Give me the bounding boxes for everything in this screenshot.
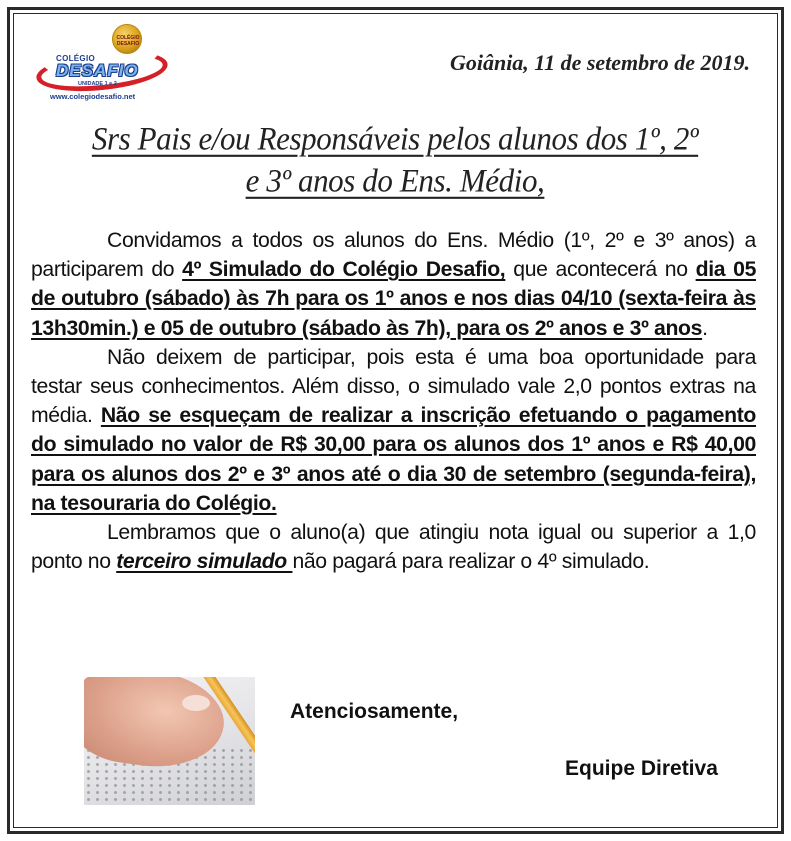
letter-heading — [26, 118, 764, 202]
text: Não deixem de participar, pois esta é uma boa oportunidade para testar seus conhecimentos. Além disso, o simulado vale 2,0 pontos extras na média. — [31, 345, 756, 428]
logo-colegio: COLÉGIO — [56, 54, 95, 63]
logo-url: www.colegiodesafio.net — [50, 92, 136, 101]
exam-photo — [84, 677, 255, 805]
payment-details: Não se esqueçam de realizar a inscrição efetuando o pagamento do simulado no valor de R$ 30,00 para os alunos dos 1º anos e R$ 40,00 para os alunos dos 2º e 3º anos até o dia 30 de setembro (segunda-feira), na tesouraria do Colégio. — [31, 404, 757, 515]
paragraph-invitation — [31, 226, 756, 343]
letter-body — [31, 226, 756, 576]
logo-unidade: UNIDADE 1 e 2 — [78, 81, 117, 87]
seal-badge-icon — [112, 24, 142, 54]
letter-date: Goiânia, 11 de setembro de 2019. — [449, 50, 750, 75]
terceiro-simulado: terceiro simulado — [116, 550, 293, 574]
fingernail — [182, 695, 210, 711]
signature: Equipe Diretiva — [565, 757, 718, 780]
heading-line-1: Srs Pais e/ou Responsáveis pelos alunos dos 1º, 2º — [91, 120, 699, 157]
text: que acontecerá no — [505, 258, 696, 282]
text: Convidamos a todos os alunos do Ens. Médio (1º, 2º e 3º anos) a participarem do — [31, 229, 756, 282]
simulado-title: 4º Simulado do Colégio Desafio, — [182, 258, 506, 282]
seal-text: COLÉGIO DESAFIO — [116, 35, 140, 47]
text: Lembramos que o aluno(a) que atingiu nota igual ou superior a 1,0 ponto no — [31, 521, 756, 574]
text: . — [702, 316, 708, 340]
text: não pagará para realizar o 4º simulado. — [292, 550, 650, 574]
logo-desafio: DESAFIO — [56, 61, 139, 80]
paragraph-registration — [31, 343, 756, 518]
heading-line-2: e 3º anos do Ens. Médio, — [245, 162, 545, 199]
school-logo — [34, 24, 174, 104]
schedule-details: dia 05 de outubro (sábado) às 7h para os 1º anos e nos dias 04/10 (sexta-feira às 13h30min.) e 05 de outubro (sábado às 7h), para os 2º anos e 3º anos — [31, 258, 756, 340]
paragraph-exemption — [31, 518, 756, 576]
closing-salutation: Atenciosamente, — [290, 700, 459, 723]
